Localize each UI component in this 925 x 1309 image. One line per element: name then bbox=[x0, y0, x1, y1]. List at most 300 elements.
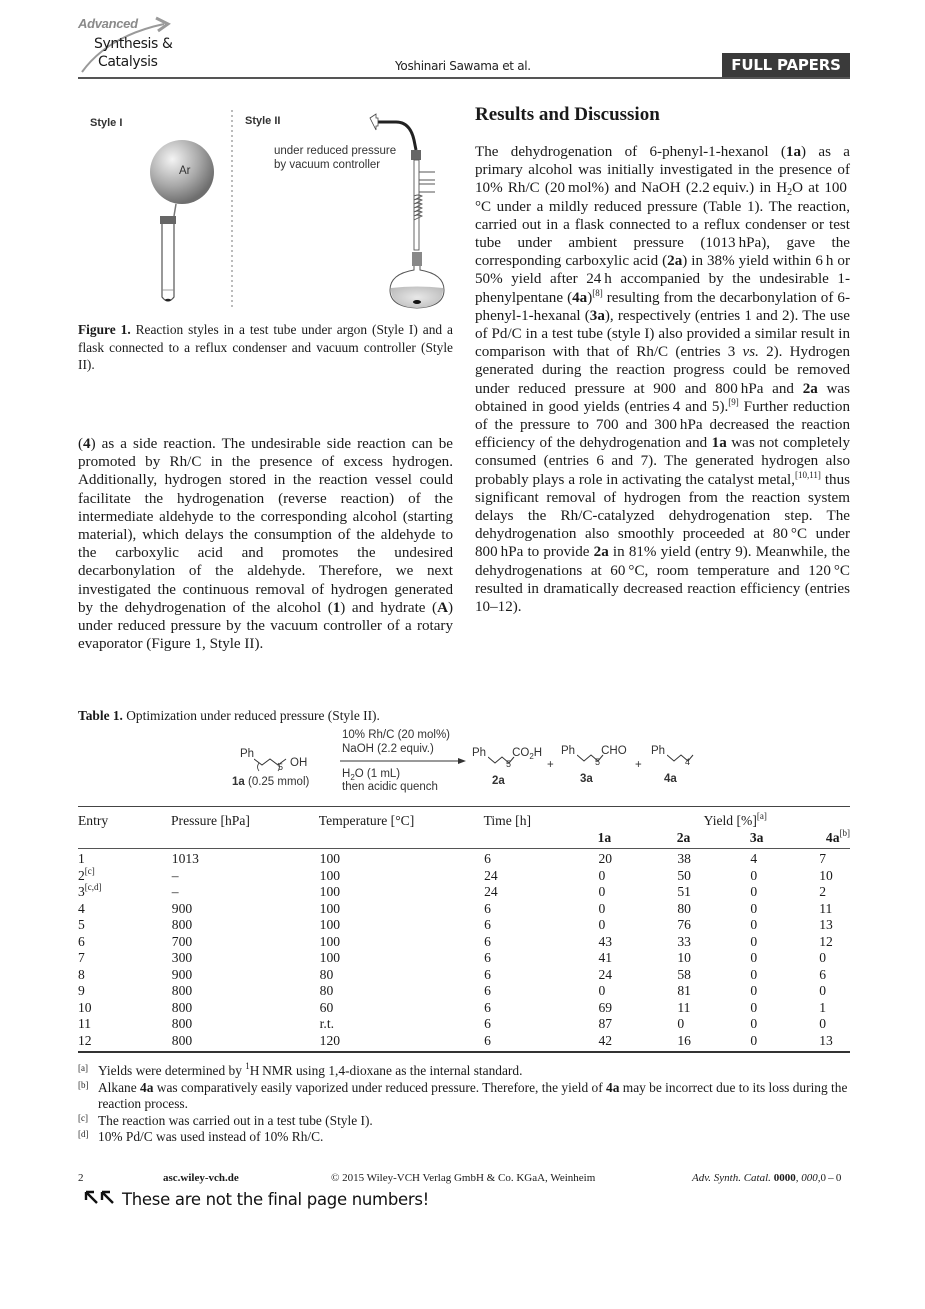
cell-yield-2a bbox=[672, 884, 750, 901]
cell-temperature bbox=[320, 851, 484, 868]
header-yield-4a bbox=[819, 829, 850, 846]
cell-yield-2a-value: 81 bbox=[677, 983, 691, 998]
table-row bbox=[78, 901, 850, 918]
header-temperature: Temperature [°C] bbox=[318, 812, 415, 828]
cell-entry bbox=[78, 967, 172, 984]
cell-yield-1a bbox=[592, 1000, 672, 1017]
cell-temperature-value: 100 bbox=[319, 867, 341, 883]
text-run: ) as a primary alcohol was initially investigated in the presence of 10% Rh/C (20 mol%) and NaOH (2.2 equiv.) in H bbox=[475, 144, 850, 197]
cell-yield-1a-value: 0 bbox=[598, 917, 606, 932]
cell-temperature-value: 100 bbox=[319, 851, 341, 866]
cell-yield-3a-value: 0 bbox=[750, 950, 758, 965]
cell-pressure-value: 800 bbox=[171, 999, 193, 1015]
cell-temperature bbox=[320, 868, 484, 885]
header-time: Time [h] bbox=[483, 812, 532, 828]
table-row bbox=[78, 967, 850, 984]
cell-yield-2a-value: 11 bbox=[677, 999, 691, 1015]
table-row bbox=[78, 1016, 850, 1033]
cell-time bbox=[484, 851, 592, 868]
cell-entry-value: 11 bbox=[78, 1016, 92, 1031]
alkyl-chain-icon bbox=[667, 751, 695, 769]
cell-yield-1a-value: 0 bbox=[598, 867, 606, 883]
cell-yield-2a bbox=[672, 1016, 750, 1033]
cell-time-value: 6 bbox=[484, 1016, 491, 1031]
header-yield bbox=[592, 807, 850, 829]
cell-yield-3a-value: 0 bbox=[750, 999, 758, 1015]
journal-website-link[interactable]: asc.wiley-vch.de bbox=[163, 1172, 239, 1184]
header-yield-3a: 3a bbox=[749, 829, 764, 845]
cell-temperature-value: 120 bbox=[319, 1032, 341, 1048]
product-4a-subscript: 4 bbox=[685, 757, 691, 767]
left-column-paragraph bbox=[78, 435, 453, 653]
cell-yield-1a bbox=[592, 967, 672, 984]
cell-time-value: 6 bbox=[484, 851, 491, 866]
table-row bbox=[78, 983, 850, 1000]
citation-volume: 0000 bbox=[770, 1172, 796, 1184]
cell-yield-3a-value: 0 bbox=[750, 1016, 758, 1031]
cell-pressure-value: 800 bbox=[171, 1016, 193, 1031]
table-rule-bottom bbox=[78, 1051, 850, 1053]
cell-pressure-value: 1013 bbox=[171, 851, 199, 866]
cell-yield-1a-value: 43 bbox=[598, 933, 613, 949]
header-yield-2a: 2a bbox=[676, 829, 691, 845]
header-yield-label: Yield [%] bbox=[703, 812, 757, 828]
table-row bbox=[78, 917, 850, 934]
text-run: may be incorrect due to its loss during the reaction process. bbox=[98, 1079, 848, 1111]
copyright: © 2015 Wiley-VCH Verlag GmbH & Co. KGaA, Weinheim bbox=[331, 1172, 596, 1184]
plus-sign: + bbox=[547, 759, 554, 771]
cell-yield-3a bbox=[750, 851, 819, 868]
cell-pressure-value: 300 bbox=[171, 950, 193, 965]
compound-ref: 1a bbox=[711, 435, 727, 452]
citation-ref[interactable]: [9] bbox=[728, 396, 739, 407]
text-run: was comparatively easily vaporized under reduced pressure. Therefore, the yield of bbox=[153, 1079, 607, 1095]
text-run: The reaction was carried out in a test tube (Style I). bbox=[98, 1112, 373, 1128]
alkyl-chain-icon bbox=[488, 753, 516, 771]
section-badge: FULL PAPERS bbox=[722, 53, 850, 77]
journal-logo bbox=[78, 14, 218, 76]
text-run: ) under reduced pressure by the vacuum controller of a rotary evaporator (Figure 1, Style II). bbox=[78, 599, 453, 653]
cell-entry bbox=[78, 950, 172, 967]
cell-temperature-value: 100 bbox=[319, 950, 341, 965]
cell-temperature-value: 80 bbox=[319, 966, 334, 982]
substrate-amount: (0.25 mmol) bbox=[244, 776, 310, 788]
cell-temperature bbox=[320, 983, 484, 1000]
table-row bbox=[78, 1033, 850, 1050]
cell-pressure bbox=[172, 884, 320, 901]
text-run: Further reduction of the pressure to 700 and 300 hPa decreased the reaction efficiency of the dehydrogenation and bbox=[475, 398, 850, 452]
cell-temperature bbox=[320, 934, 484, 951]
header-yield-4a-label: 4a bbox=[825, 829, 840, 845]
cell-yield-4a bbox=[819, 983, 850, 1000]
footnote-marker: [a] bbox=[78, 1063, 88, 1073]
product-2a: Ph $CO_2H$ bbox=[472, 747, 543, 761]
cell-yield-3a bbox=[750, 983, 819, 1000]
cell-pressure bbox=[172, 1016, 320, 1033]
product-3a-subscript: 5 bbox=[595, 757, 601, 767]
cell-time-value: 6 bbox=[484, 966, 491, 982]
cell-time bbox=[484, 917, 592, 934]
cell-yield-2a-value: 33 bbox=[677, 933, 691, 949]
cell-yield-3a bbox=[750, 1000, 819, 1017]
compound-ref: 1a bbox=[785, 144, 801, 160]
reaction-scheme bbox=[230, 727, 700, 797]
header-entry: Entry bbox=[78, 812, 109, 828]
cell-pressure bbox=[172, 1000, 320, 1017]
footnote-c bbox=[78, 1113, 850, 1130]
table-row bbox=[78, 868, 850, 885]
logo-line2: Synthesis & bbox=[94, 36, 173, 52]
cell-yield-1a bbox=[592, 868, 672, 885]
cell-yield-4a bbox=[819, 934, 850, 951]
cell-time-value: 6 bbox=[484, 917, 491, 932]
cell-yield-4a bbox=[819, 884, 850, 901]
compound-label-4a: 4a bbox=[664, 773, 677, 785]
section-heading: Results and Discussion bbox=[475, 104, 660, 125]
header-pressure: Pressure [hPa] bbox=[170, 812, 250, 828]
cell-time-value: 24 bbox=[484, 867, 498, 883]
footnote-ref[interactable]: [a] bbox=[756, 810, 767, 821]
compound-label-1a: 1a bbox=[232, 776, 245, 788]
cell-time bbox=[484, 884, 592, 901]
cell-yield-4a bbox=[819, 1016, 850, 1033]
cell-temperature bbox=[320, 901, 484, 918]
cell-yield-1a bbox=[592, 1033, 672, 1050]
cell-temperature bbox=[320, 1033, 484, 1050]
cell-entry bbox=[78, 1000, 172, 1017]
table-footnotes bbox=[78, 1063, 850, 1146]
cell-pressure bbox=[172, 901, 320, 918]
cell-yield-2a-value: 10 bbox=[677, 950, 691, 965]
cell-yield-3a-value: 0 bbox=[750, 867, 758, 883]
cell-temperature bbox=[320, 884, 484, 901]
header-rule bbox=[78, 77, 850, 79]
cell-yield-4a-value: 6 bbox=[819, 966, 827, 982]
cell-yield-3a bbox=[750, 917, 819, 934]
cell-yield-4a-value: 7 bbox=[819, 851, 827, 866]
cell-yield-1a-value: 41 bbox=[598, 950, 613, 965]
cell-entry-value: 5 bbox=[78, 917, 85, 932]
footnote-marker: [c] bbox=[78, 1112, 88, 1123]
cell-yield-1a-value: 0 bbox=[598, 983, 606, 998]
cell-yield-4a-value: 2 bbox=[819, 884, 827, 899]
compound-label-2a: 2a bbox=[492, 775, 505, 787]
cell-pressure-value: – bbox=[171, 867, 179, 883]
text-run: ( bbox=[78, 436, 84, 452]
cell-yield-1a bbox=[592, 901, 672, 918]
cell-yield-4a bbox=[819, 1000, 850, 1017]
cell-yield-1a-value: 0 bbox=[598, 884, 606, 899]
compound-ref: 2a bbox=[802, 380, 818, 397]
cell-yield-3a-value: 0 bbox=[750, 900, 758, 916]
cell-time-value: 6 bbox=[484, 983, 491, 998]
footnote-ref[interactable]: [c,d] bbox=[84, 882, 102, 892]
product-3a: Ph CHO bbox=[561, 745, 627, 757]
text-run: H NMR using 1,4-dioxane as the internal standard. bbox=[249, 1063, 523, 1078]
cell-yield-4a-value: 10 bbox=[819, 867, 833, 883]
header-blank bbox=[319, 829, 484, 846]
citation-ref[interactable]: [8] bbox=[592, 287, 603, 298]
cell-temperature-value: 100 bbox=[319, 933, 341, 949]
cell-entry-value: 9 bbox=[78, 983, 85, 998]
cell-yield-2a bbox=[672, 1000, 750, 1017]
double-arrow-up-left-icon bbox=[84, 1190, 118, 1206]
cell-yield-4a-value: 0 bbox=[819, 983, 827, 998]
cell-yield-4a bbox=[819, 868, 850, 885]
table-row bbox=[78, 884, 850, 901]
table-row bbox=[78, 1000, 850, 1017]
footnote-ref[interactable]: [c] bbox=[84, 865, 95, 876]
cell-yield-2a bbox=[672, 917, 750, 934]
compound-ref: 1 bbox=[332, 599, 341, 616]
compound-ref: 4a bbox=[572, 289, 588, 306]
cell-yield-1a-value: 87 bbox=[598, 1016, 613, 1031]
footnote-marker: [b] bbox=[78, 1079, 89, 1090]
running-head-author: Yoshinari Sawama et al. bbox=[395, 59, 531, 73]
style1-label: Style I bbox=[90, 117, 123, 129]
cell-yield-3a bbox=[750, 950, 819, 967]
footnote-d bbox=[78, 1129, 850, 1146]
cell-yield-2a bbox=[672, 967, 750, 984]
cell-yield-3a-value: 0 bbox=[750, 933, 758, 949]
cell-temperature bbox=[320, 950, 484, 967]
cell-entry bbox=[78, 901, 172, 918]
text-run: 10% Pd/C was used instead of 10% Rh/C. bbox=[98, 1129, 324, 1144]
vacuum-note-line1: under reduced pressure bbox=[274, 145, 397, 157]
cell-yield-1a bbox=[592, 1016, 672, 1033]
text-run: ), respectively (entries 1 and 2). The use of Pd/C in a test tube (style I) also provided a similar result in comparison with that of Rh/C (entries 3 bbox=[475, 307, 850, 361]
cell-entry-value: 1 bbox=[78, 851, 85, 866]
cell-yield-2a-value: 51 bbox=[677, 884, 691, 899]
cell-time-value: 6 bbox=[484, 900, 491, 916]
cell-time bbox=[484, 934, 592, 951]
substrate-oh: OH bbox=[290, 757, 308, 769]
cell-yield-2a bbox=[672, 983, 750, 1000]
cell-yield-2a-value: 0 bbox=[677, 1016, 685, 1031]
text-run: Yields were determined by bbox=[98, 1063, 246, 1078]
cell-pressure bbox=[172, 868, 320, 885]
cell-yield-2a bbox=[672, 851, 750, 868]
cell-entry-value: 12 bbox=[78, 1032, 92, 1048]
cell-yield-3a bbox=[750, 884, 819, 901]
text-run: was obtained in good yields (entries 4 and 5). bbox=[475, 380, 850, 415]
cell-time bbox=[484, 1033, 592, 1050]
cell-pressure-value: 800 bbox=[171, 1032, 193, 1048]
cell-yield-3a bbox=[750, 967, 819, 984]
cell-entry bbox=[78, 1033, 172, 1050]
table-rule-mid bbox=[78, 848, 850, 849]
table-caption-text: Optimization under reduced pressure (Style II). bbox=[122, 708, 380, 723]
substrate-subscript: 5 bbox=[278, 762, 284, 772]
substrate-ph: Ph bbox=[240, 748, 255, 760]
cell-time bbox=[484, 901, 592, 918]
cell-time-value: 6 bbox=[484, 999, 491, 1015]
cell-yield-3a-value: 4 bbox=[750, 851, 758, 866]
citation-ref[interactable]: [10,11] bbox=[795, 469, 821, 480]
superscript: 1 bbox=[245, 1061, 250, 1071]
cell-yield-4a bbox=[819, 1033, 850, 1050]
cell-yield-4a bbox=[819, 967, 850, 984]
cell-time bbox=[484, 1000, 592, 1017]
cell-yield-2a-value: 76 bbox=[677, 917, 691, 932]
cell-yield-1a-value: 20 bbox=[598, 851, 613, 866]
cell-entry-value: 10 bbox=[78, 999, 92, 1015]
header-yield-1a: 1a bbox=[597, 829, 612, 845]
footnote-a bbox=[78, 1063, 850, 1080]
footnote-b bbox=[78, 1080, 850, 1113]
condition-workup: then acidic quench bbox=[342, 781, 438, 793]
cell-yield-1a bbox=[592, 983, 672, 1000]
cell-pressure-value: 900 bbox=[171, 900, 193, 916]
cell-yield-2a-value: 16 bbox=[677, 1032, 691, 1048]
cell-yield-4a-value: 1 bbox=[819, 999, 827, 1015]
logo-line3: Catalysis bbox=[98, 54, 158, 70]
text-italic: vs. bbox=[742, 344, 759, 361]
cell-entry-value: 4 bbox=[78, 900, 85, 916]
compound-label-3a: 3a bbox=[580, 773, 593, 785]
cell-time-value: 24 bbox=[484, 884, 498, 899]
substrate-label bbox=[232, 776, 309, 789]
cell-yield-2a bbox=[672, 950, 750, 967]
cell-temperature-value: 100 bbox=[319, 884, 341, 899]
cell-yield-4a-value: 0 bbox=[819, 950, 827, 965]
text-run: 2). Hydrogen generated during the reaction progress could be removed under reduced pressure at 900 and 800 hPa and bbox=[475, 344, 850, 397]
text-run: O at 100 °C under a mildly reduced pressure (Table 1). The reaction, carried out in a flask connected to a reflux condenser or test tube under ambient pressure (1013 hPa), gave the corresponding carboxylic acid ( bbox=[475, 180, 850, 270]
text-run: in 81% yield (entry 9). Meanwhile, the dehydrogenations at 60 °C, room temperature and 120 °C resulted in dramatically decreased reaction efficiency (entries 10–12). bbox=[475, 544, 850, 616]
text-run: ) and hydrate ( bbox=[340, 599, 438, 616]
footnote-ref[interactable]: [b] bbox=[839, 827, 850, 838]
compound-ref: 2a bbox=[593, 544, 609, 561]
page-number: 2 bbox=[78, 1172, 84, 1184]
compound-ref: 3a bbox=[589, 307, 605, 324]
cell-pressure bbox=[172, 934, 320, 951]
cell-entry-value: 7 bbox=[78, 950, 85, 965]
footnote-marker: [d] bbox=[78, 1129, 89, 1139]
cell-yield-4a-value: 13 bbox=[819, 917, 833, 932]
cell-temperature-value: 80 bbox=[319, 983, 334, 998]
cell-pressure bbox=[172, 950, 320, 967]
preprint-notice bbox=[84, 1190, 429, 1209]
cell-pressure bbox=[172, 851, 320, 868]
cell-yield-4a-value: 13 bbox=[819, 1032, 833, 1048]
condition-base: NaOH (2.2 equiv.) bbox=[342, 743, 434, 755]
product-4a: Ph bbox=[651, 745, 666, 757]
header-blank bbox=[484, 829, 592, 846]
cell-time bbox=[484, 983, 592, 1000]
condition-catalyst: 10% Rh/C (20 mol%) bbox=[342, 729, 451, 741]
cell-yield-1a-value: 24 bbox=[598, 966, 613, 982]
table-caption bbox=[78, 708, 380, 724]
citation-journal: Adv. Synth. Catal. bbox=[692, 1172, 771, 1184]
notice-text: These are not the final page numbers! bbox=[122, 1190, 429, 1209]
text-run: was not completely consumed (entries 6 and 7). The generated hydrogen also probably plays a role in activating the catalyst metal, bbox=[475, 435, 851, 488]
cell-entry-value: 6 bbox=[78, 933, 85, 949]
text-run: ) bbox=[587, 289, 593, 306]
cell-entry-value: 8 bbox=[78, 966, 85, 982]
cell-time-value: 6 bbox=[484, 950, 491, 965]
cell-entry-value: 2 bbox=[78, 867, 85, 883]
cell-yield-2a-value: 58 bbox=[677, 966, 691, 982]
optimization-table bbox=[78, 806, 850, 1053]
cell-temperature-value: 60 bbox=[319, 999, 334, 1015]
text-run: ) in 38% yield within 6 h or 50% yield after 24 h accompanied by the undesirable 1-phenylpentane ( bbox=[475, 253, 850, 306]
compound-ref: 4a bbox=[140, 1079, 154, 1095]
cell-yield-4a bbox=[819, 917, 850, 934]
cell-pressure-value: 900 bbox=[171, 966, 193, 982]
table-row bbox=[78, 851, 850, 868]
cell-pressure bbox=[172, 1033, 320, 1050]
cell-pressure bbox=[172, 967, 320, 984]
cell-yield-2a bbox=[672, 934, 750, 951]
compound-ref: A bbox=[437, 599, 448, 616]
cell-time-value: 6 bbox=[484, 933, 491, 949]
table-body bbox=[78, 851, 850, 1049]
table-row bbox=[78, 950, 850, 967]
cell-time-value: 6 bbox=[484, 1032, 491, 1048]
cell-time bbox=[484, 868, 592, 885]
citation-pages: 0 – 0 bbox=[820, 1172, 842, 1184]
header-blank bbox=[171, 829, 319, 846]
cell-yield-2a bbox=[672, 868, 750, 885]
cell-pressure-value: 800 bbox=[171, 983, 193, 998]
text-run: The dehydrogenation of 6-phenyl-1-hexanol ( bbox=[475, 144, 786, 160]
text-run: Alkane bbox=[98, 1079, 141, 1095]
cell-yield-3a-value: 0 bbox=[750, 917, 758, 932]
cell-entry bbox=[78, 1016, 172, 1033]
table-row bbox=[78, 934, 850, 951]
compound-ref: 4a bbox=[606, 1079, 620, 1095]
cell-time bbox=[484, 1016, 592, 1033]
cell-yield-1a bbox=[592, 884, 672, 901]
figure-caption bbox=[78, 321, 453, 374]
alkyl-chain-icon bbox=[577, 751, 605, 769]
text-run: thus significant removal of hydrogen from the reaction system delays the Rh/C-catalyzed dehydrogenation step. The dehydrogenation also smoothly proceeded at 80 °C under 800 hPa to provide bbox=[475, 471, 851, 561]
cell-pressure bbox=[172, 917, 320, 934]
plus-sign: + bbox=[635, 759, 642, 771]
balloon-label: Ar bbox=[179, 165, 191, 177]
figure-caption-text: Reaction styles in a test tube under argon (Style I) and a flask connected to a reflux condenser and vacuum controller (Style II). bbox=[78, 322, 453, 373]
compound-ref: 2a bbox=[667, 253, 683, 270]
cell-yield-3a-value: 0 bbox=[750, 983, 758, 998]
cell-pressure-value: 700 bbox=[171, 933, 193, 949]
product-2a-subscript: 5 bbox=[506, 759, 512, 769]
cell-yield-4a-value: 0 bbox=[819, 1016, 827, 1031]
cell-yield-3a-value: 0 bbox=[750, 884, 758, 899]
cell-temperature-value: r.t. bbox=[319, 1016, 334, 1031]
subscript: 2 bbox=[787, 187, 793, 199]
cell-yield-3a-value: 0 bbox=[750, 1032, 758, 1048]
cell-entry bbox=[78, 983, 172, 1000]
cell-temperature bbox=[320, 1000, 484, 1017]
text-run: ) as a side reaction. The undesirable side reaction can be promoted by Rh/C in the presence of excess hydrogen. Additionally, hydrogen stored in the reaction vessel could facilitate the hydrogenation (reverse reaction) of the intermediate aldehyde to the corresponding alcohol (starting material), which delays the consumption of the aldehyde to the carboxylic acid and promotes the undesired decarbonylation of the aldehyde. Therefore, we next investigated the continuous removal of hydrogen generated by the dehydrogenation of the alcohol ( bbox=[78, 436, 453, 616]
cell-entry bbox=[78, 917, 172, 934]
cell-time bbox=[484, 967, 592, 984]
cell-yield-1a-value: 69 bbox=[598, 999, 613, 1015]
cell-yield-4a bbox=[819, 901, 850, 918]
cell-time bbox=[484, 950, 592, 967]
cell-yield-3a bbox=[750, 868, 819, 885]
cell-yield-2a-value: 38 bbox=[677, 851, 691, 866]
cell-entry bbox=[78, 884, 172, 901]
cell-yield-4a-value: 11 bbox=[819, 900, 833, 916]
cell-yield-1a bbox=[592, 917, 672, 934]
cell-yield-3a bbox=[750, 901, 819, 918]
citation bbox=[692, 1172, 842, 1184]
table-caption-label: Table 1. bbox=[78, 708, 123, 723]
vacuum-note-line2: by vacuum controller bbox=[274, 159, 381, 171]
cell-entry bbox=[78, 934, 172, 951]
cell-temperature-value: 100 bbox=[319, 900, 341, 916]
